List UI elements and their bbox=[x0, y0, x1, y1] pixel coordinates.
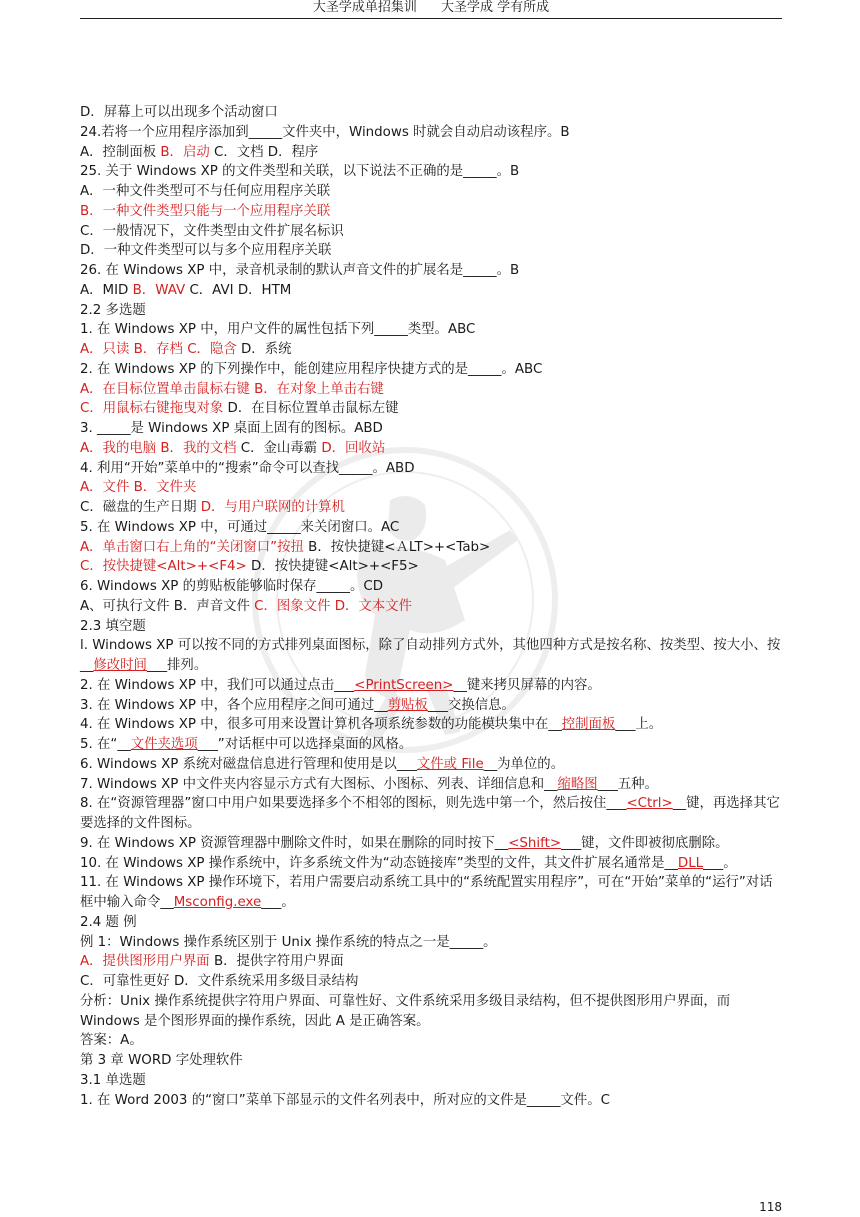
text-segment: 9. 在 Windows XP 资源管理器中删除文件时，如果在删除的同时按下__ bbox=[80, 835, 509, 851]
text-segment: 7. Windows XP 中文件夹内容显示方式有大图标、小图标、列表、详细信息和__ bbox=[80, 776, 558, 792]
text-segment: 25. 关于 Windows XP 的文件类型和关联，以下说法不正确的是_____。B bbox=[80, 164, 520, 180]
text-line bbox=[80, 182, 782, 202]
answer-text: A．在目标位置单击鼠标右键 B．在对象上单击右键 bbox=[80, 381, 384, 397]
text-line bbox=[80, 202, 782, 222]
text-line bbox=[80, 478, 782, 498]
answer-text: B．WAV bbox=[132, 282, 186, 298]
text-segment: ___交换信息。 bbox=[427, 697, 515, 713]
text-segment: A、可执行文件 B．声音文件 bbox=[80, 598, 255, 614]
text-line bbox=[80, 301, 782, 321]
answer-text: A．我的电脑 B．我的文档 bbox=[80, 440, 237, 456]
text-segment: 答案：A。 bbox=[80, 1033, 143, 1049]
text-line bbox=[80, 775, 782, 795]
text-segment: C．可靠性更好 D．文件系统采用多级目录结构 bbox=[80, 974, 359, 989]
text-segment: 6. Windows XP 的剪贴板能够临时保存_____。CD bbox=[80, 579, 384, 594]
text-segment: D．在目标位置单击鼠标左键 bbox=[223, 401, 399, 417]
text-segment: 3. _____是 Windows XP 桌面上固有的图标。ABD bbox=[80, 421, 383, 436]
answer-text: 文件或 File bbox=[416, 756, 484, 772]
text-line bbox=[80, 696, 782, 716]
text-segment: D．系统 bbox=[236, 342, 292, 357]
answer-text: D．回收站 bbox=[321, 440, 386, 456]
text-line bbox=[80, 399, 782, 419]
text-segment: ___上。 bbox=[615, 717, 663, 733]
text-line bbox=[80, 794, 782, 834]
text-line bbox=[80, 241, 782, 261]
text-line bbox=[80, 735, 782, 755]
text-segment: 4. 利用“开始”菜单中的“搜索”命令可以查找_____。ABD bbox=[80, 460, 415, 476]
text-line bbox=[80, 617, 782, 637]
answer-text: C．用鼠标右键拖曳对象 bbox=[80, 401, 224, 417]
text-line bbox=[80, 557, 782, 577]
text-line bbox=[80, 360, 782, 380]
text-segment: 1. 在 Windows XP 中，用户文件的属性包括下列_____类型。ABC bbox=[80, 322, 476, 338]
text-segment: 6. Windows XP 系统对磁盘信息进行管理和使用是以___ bbox=[80, 756, 417, 772]
answer-text: C．按快捷键<Alt>+<F4> bbox=[80, 559, 247, 575]
text-line bbox=[80, 222, 782, 242]
text-segment: A．控制面板 bbox=[80, 144, 161, 160]
header-left: 大圣学成单招集训 bbox=[312, 0, 417, 15]
answer-text: Msconfig.exe bbox=[173, 895, 262, 910]
text-segment: ___键，文件即被彻底删除。 bbox=[561, 835, 729, 851]
text-line bbox=[80, 143, 782, 163]
text-line bbox=[80, 103, 782, 123]
text-line bbox=[80, 419, 782, 439]
text-line bbox=[80, 1051, 782, 1071]
text-line bbox=[80, 1091, 782, 1111]
text-line bbox=[80, 992, 782, 1032]
page-header bbox=[80, 0, 782, 19]
text-segment: A．一种文件类型可不与任何应用程序关联 bbox=[80, 184, 331, 199]
text-line bbox=[80, 340, 782, 360]
answer-text: 缩略图 bbox=[557, 776, 598, 792]
text-segment: 分析：Unix 操作系统提供字符用户界面、可靠性好、文件系统采用多级目录结构，但不提供图形用户界面，而 Windows 是个图形界面的操作系统，因此 A 是正确答案。 bbox=[80, 993, 731, 1029]
text-line bbox=[80, 538, 782, 558]
text-segment: __键，再选择其它要选择的文件图标。 bbox=[80, 796, 780, 831]
text-segment: 4. 在 Windows XP 中，很多可用来设置计算机各项系统参数的功能模块集中在__ bbox=[80, 717, 562, 733]
text-line bbox=[80, 755, 782, 775]
text-line bbox=[80, 577, 782, 597]
text-line bbox=[80, 123, 782, 143]
text-line bbox=[80, 913, 782, 933]
text-segment: 2. 在 Windows XP 中，我们可以通过点击___ bbox=[80, 677, 355, 693]
answer-text: B．一种文件类型只能与一个应用程序关联 bbox=[80, 203, 331, 219]
answer-text: A．单击窗口右上角的“关闭窗口”按扭 bbox=[80, 539, 304, 555]
text-line bbox=[80, 873, 782, 913]
text-line bbox=[80, 636, 782, 676]
text-segment: 11. 在 Windows XP 操作环境下，若用户需要启动系统工具中的“系统配置实用程序”，可在“开始”菜单的“运行”对话框中输入命令__ bbox=[80, 875, 773, 910]
text-segment: C．文档 D．程序 bbox=[209, 144, 319, 160]
text-segment: 3. 在 Windows XP 中，各个应用程序之间可通过__ bbox=[80, 697, 388, 713]
text-line bbox=[80, 1031, 782, 1051]
text-segment: 5. 在“__ bbox=[80, 737, 131, 752]
text-segment: ___。 bbox=[703, 855, 737, 871]
text-segment: 3.1 单选题 bbox=[80, 1072, 146, 1088]
text-segment: l. Windows XP 可以按不同的方式排列桌面图标，除了自动排列方式外，其他四种方式是按名称、按类型、按大小、按__ bbox=[80, 638, 781, 673]
answer-text: A．只读 B．存档 C．隐含 bbox=[80, 342, 237, 357]
text-segment: 2.2 多选题 bbox=[80, 302, 146, 318]
answer-text: <PrintScreen> bbox=[354, 677, 454, 693]
text-segment: D．一种文件类型可以与多个应用程序关联 bbox=[80, 243, 332, 259]
text-line bbox=[80, 459, 782, 479]
text-segment: 第 3 章 WORD 字处理软件 bbox=[80, 1053, 243, 1068]
text-segment: C．磁盘的生产日期 bbox=[80, 500, 201, 515]
text-line bbox=[80, 854, 782, 874]
answer-text: A．提供图形用户界面 bbox=[80, 954, 210, 970]
text-segment: A．MID bbox=[80, 282, 133, 298]
text-segment: ___排列。 bbox=[146, 658, 208, 673]
text-line bbox=[80, 380, 782, 400]
answer-text: 文件夹选项 bbox=[130, 737, 198, 752]
text-line bbox=[80, 320, 782, 340]
text-segment: 24.若将一个应用程序添加到_____文件夹中，Windows 时就会自动启动该程序。B bbox=[80, 124, 570, 140]
text-line bbox=[80, 498, 782, 518]
answer-text: C．图象文件 D．文本文件 bbox=[254, 598, 412, 614]
text-segment: 26. 在 Windows XP 中，录音机录制的默认声音文件的扩展名是_____。B bbox=[80, 263, 520, 278]
text-line bbox=[80, 834, 782, 854]
text-line bbox=[80, 715, 782, 735]
text-segment: 1. 在 Word 2003 的“窗口”菜单下部显示的文件名列表中，所对应的文件是_____文件。C bbox=[80, 1092, 610, 1108]
page-number: 118 bbox=[759, 1200, 782, 1214]
header-right: 大圣学成 学有所成 bbox=[441, 0, 550, 15]
text-segment: C．一般情况下，文件类型由文件扩展名标识 bbox=[80, 223, 344, 239]
text-segment: C．AVI D．HTM bbox=[185, 282, 292, 298]
text-line bbox=[80, 972, 782, 992]
answer-text: <Ctrl> bbox=[626, 796, 673, 812]
text-segment: ___”对话框中可以选择桌面的风格。 bbox=[197, 737, 413, 752]
text-line bbox=[80, 952, 782, 972]
text-segment: 5. 在 Windows XP 中，可通过_____来关闭窗口。AC bbox=[80, 519, 400, 535]
text-segment: D．屏幕上可以出现多个活动窗口 bbox=[80, 105, 278, 120]
text-segment: D．按快捷键<Alt>+<F5> bbox=[246, 559, 419, 575]
text-segment: 8. 在“资源管理器”窗口中用户如果要选择多个不相邻的图标，则先选中第一个，然后按住___ bbox=[80, 796, 627, 812]
text-line bbox=[80, 676, 782, 696]
text-line bbox=[80, 597, 782, 617]
text-segment: __键来拷贝屏幕的内容。 bbox=[453, 677, 601, 693]
text-segment: ___五种。 bbox=[597, 776, 658, 792]
document-body bbox=[80, 103, 782, 1110]
answer-text: 控制面板 bbox=[561, 717, 616, 733]
text-segment: 2.4 题 例 bbox=[80, 914, 137, 930]
text-line bbox=[80, 1071, 782, 1091]
text-segment: B．提供字符用户界面 bbox=[209, 954, 344, 970]
answer-text: D．与用户联网的计算机 bbox=[200, 500, 345, 515]
text-segment: 例 1：Windows 操作系统区别于 Unix 操作系统的特点之一是_____。 bbox=[80, 934, 497, 950]
text-line bbox=[80, 518, 782, 538]
answer-text: B．启动 bbox=[160, 144, 210, 160]
text-segment: __为单位的。 bbox=[483, 756, 565, 772]
text-segment: ___。 bbox=[261, 895, 295, 910]
answer-text: 剪贴板 bbox=[387, 697, 428, 713]
text-line bbox=[80, 162, 782, 182]
text-segment: 10. 在 Windows XP 操作系统中，许多系统文件为“动态链接库”类型的文件，其文件扩展名通常是__ bbox=[80, 855, 678, 871]
text-line bbox=[80, 281, 782, 301]
text-segment: 2.3 填空题 bbox=[80, 618, 146, 634]
answer-text: 修改时间 bbox=[93, 658, 147, 673]
answer-text: DLL bbox=[677, 855, 704, 871]
text-segment: 2. 在 Windows XP 的下列操作中，能创建应用程序快捷方式的是_____。ABC bbox=[80, 361, 543, 377]
text-line bbox=[80, 261, 782, 281]
text-segment: B．按快捷键<ＡLT>+<Tab> bbox=[303, 539, 491, 555]
answer-text: A．文件 B．文件夹 bbox=[80, 480, 197, 496]
answer-text: <Shift> bbox=[508, 835, 562, 851]
text-segment: C．金山毒霸 bbox=[236, 440, 322, 456]
text-line bbox=[80, 933, 782, 953]
text-line bbox=[80, 439, 782, 459]
